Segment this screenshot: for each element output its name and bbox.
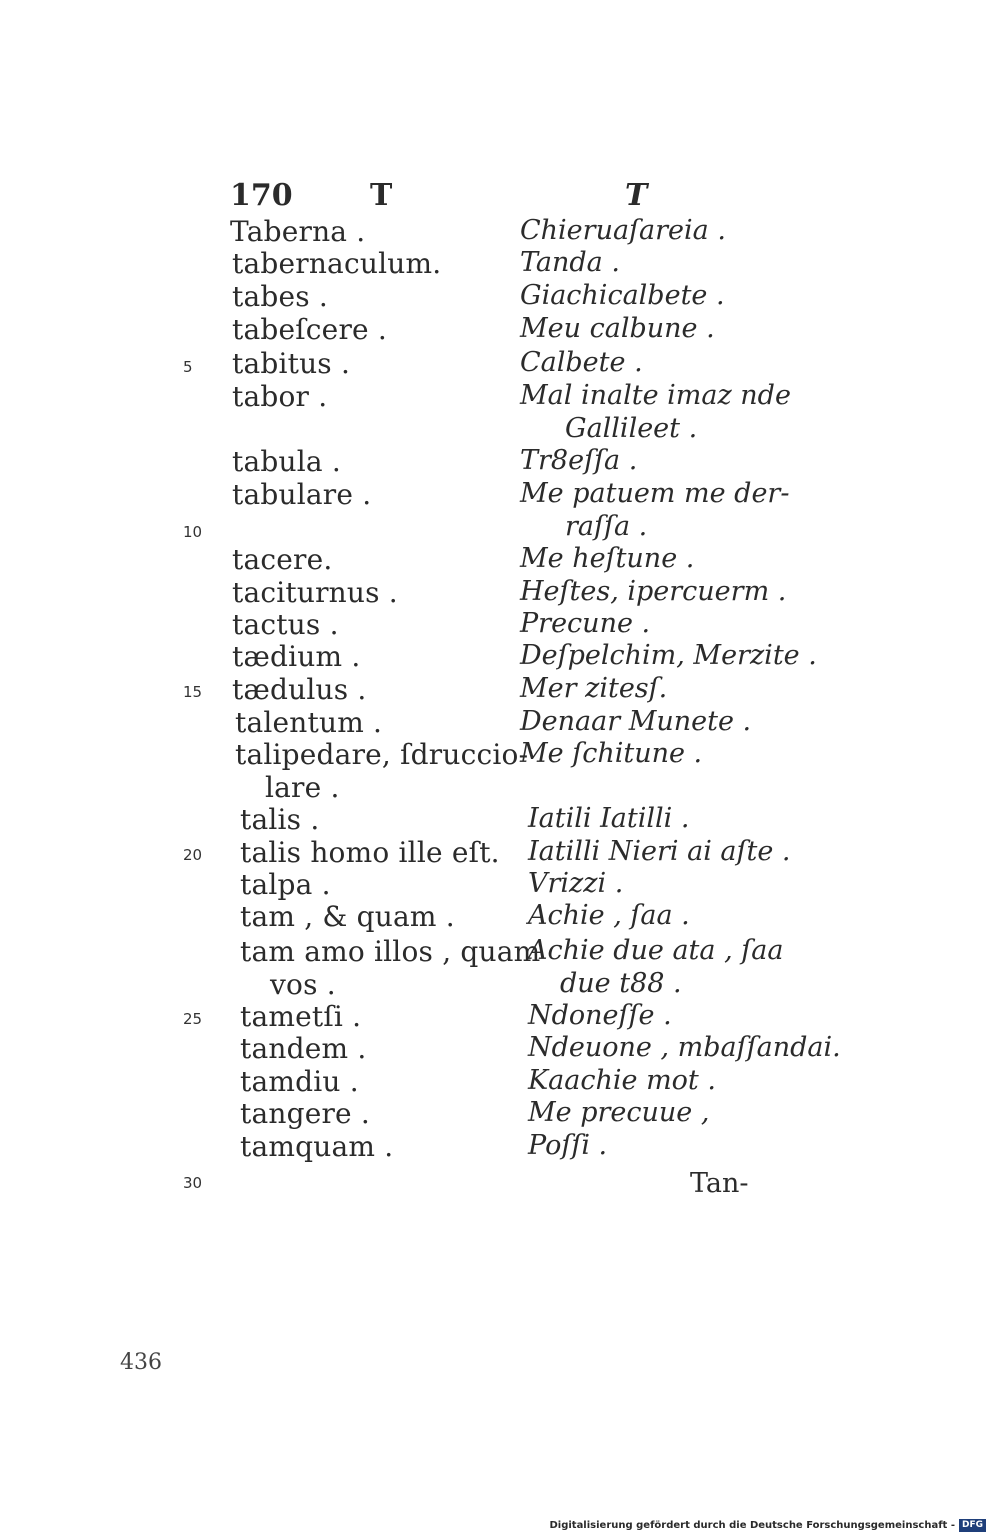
albanian-translation-continuation: raſſa . <box>565 511 648 542</box>
line-number: 15 <box>183 683 203 701</box>
line-number: 10 <box>183 523 203 541</box>
albanian-translation: Me precuue , <box>528 1097 710 1128</box>
latin-term: tabeſcere . <box>232 313 388 346</box>
line-number: 30 <box>183 1174 203 1192</box>
albanian-translation: Mal inalte imaz nde <box>520 380 791 411</box>
page-header <box>0 178 1000 218</box>
albanian-translation: Denaar Munete . <box>520 706 752 737</box>
latin-term: tabulare . <box>232 478 372 511</box>
folio-number: 436 <box>120 1350 162 1375</box>
albanian-translation: Tr8eſſa . <box>520 445 638 476</box>
latin-term: Taberna . <box>230 215 366 248</box>
albanian-translation-continuation: due t88 . <box>560 968 682 999</box>
albanian-translation: Achie due ata , ſaa <box>528 935 784 966</box>
albanian-translation: Iatili Iatilli . <box>528 803 690 834</box>
digitization-footer <box>549 1518 986 1532</box>
latin-term: tabula . <box>232 445 341 478</box>
latin-term: tabes . <box>232 280 329 313</box>
latin-term: talis homo ille eſt. <box>240 836 500 869</box>
latin-term: tametſi . <box>240 1000 362 1033</box>
albanian-translation: Kaachie mot . <box>528 1065 716 1096</box>
latin-term: tangere . <box>240 1097 371 1130</box>
latin-term: tacere. <box>232 543 333 576</box>
albanian-translation: Heſtes, ipercuerm . <box>520 576 787 607</box>
albanian-translation: Tanda . <box>520 247 620 278</box>
latin-term-continuation: lare . <box>265 771 340 804</box>
albanian-translation: Mer zitesſ. <box>520 673 668 704</box>
page-number: 170 <box>230 178 293 213</box>
albanian-translation: Calbete . <box>520 347 643 378</box>
latin-term: tamdiu . <box>240 1065 359 1098</box>
albanian-translation: Me heſtune . <box>520 543 695 574</box>
albanian-translation: Achie , ſaa . <box>528 900 690 931</box>
albanian-translation: Iatilli Nieri ai aſte . <box>528 836 791 867</box>
latin-term: talis . <box>240 803 320 836</box>
latin-term: talentum . <box>235 706 383 739</box>
latin-term: tam amo illos , quam <box>240 935 541 968</box>
latin-term: talpa . <box>240 868 331 901</box>
line-number: 25 <box>183 1010 203 1028</box>
left-column-letter: T <box>370 178 393 213</box>
albanian-translation: Precune . <box>520 608 651 639</box>
dfg-logo: DFG <box>959 1519 986 1532</box>
latin-term: taciturnus . <box>232 576 398 609</box>
albanian-translation: Poſſi . <box>528 1130 608 1161</box>
albanian-translation: Chieruaſareia . <box>520 215 726 246</box>
latin-term: tabernaculum. <box>232 247 442 280</box>
right-column-letter: T <box>625 178 648 213</box>
latin-term: tandem . <box>240 1032 367 1065</box>
latin-term: tabor . <box>232 380 328 413</box>
albanian-translation: Meu calbune . <box>520 313 715 344</box>
latin-term: tactus . <box>232 608 339 641</box>
albanian-translation: Ndoneſſe . <box>528 1000 672 1031</box>
latin-term-continuation: vos . <box>270 968 336 1001</box>
albanian-translation: Me ſchitune . <box>520 738 703 769</box>
footer-credit: Digitalisierung gefördert durch die Deutsche Forschungsgemeinschaft - <box>549 1519 955 1531</box>
latin-term: tabitus . <box>232 347 351 380</box>
line-number: 5 <box>183 358 193 376</box>
albanian-translation: Giachicalbete . <box>520 280 725 311</box>
latin-term: talipedare, ſdruccio- <box>235 738 529 771</box>
catchword: Tan- <box>690 1168 749 1199</box>
latin-term: tædulus . <box>232 673 367 706</box>
albanian-translation: Vrizzi . <box>528 868 624 899</box>
latin-term: tamquam . <box>240 1130 394 1163</box>
latin-term: tædium . <box>232 640 361 673</box>
albanian-translation-continuation: Gallileet . <box>565 413 698 444</box>
albanian-translation: Deſpelchim, Merzite . <box>520 640 817 671</box>
line-number: 20 <box>183 846 203 864</box>
albanian-translation: Ndeuone , mbaſſandai. <box>528 1032 841 1063</box>
latin-term: tam , & quam . <box>240 900 455 933</box>
albanian-translation: Me patuem me der- <box>520 478 790 509</box>
